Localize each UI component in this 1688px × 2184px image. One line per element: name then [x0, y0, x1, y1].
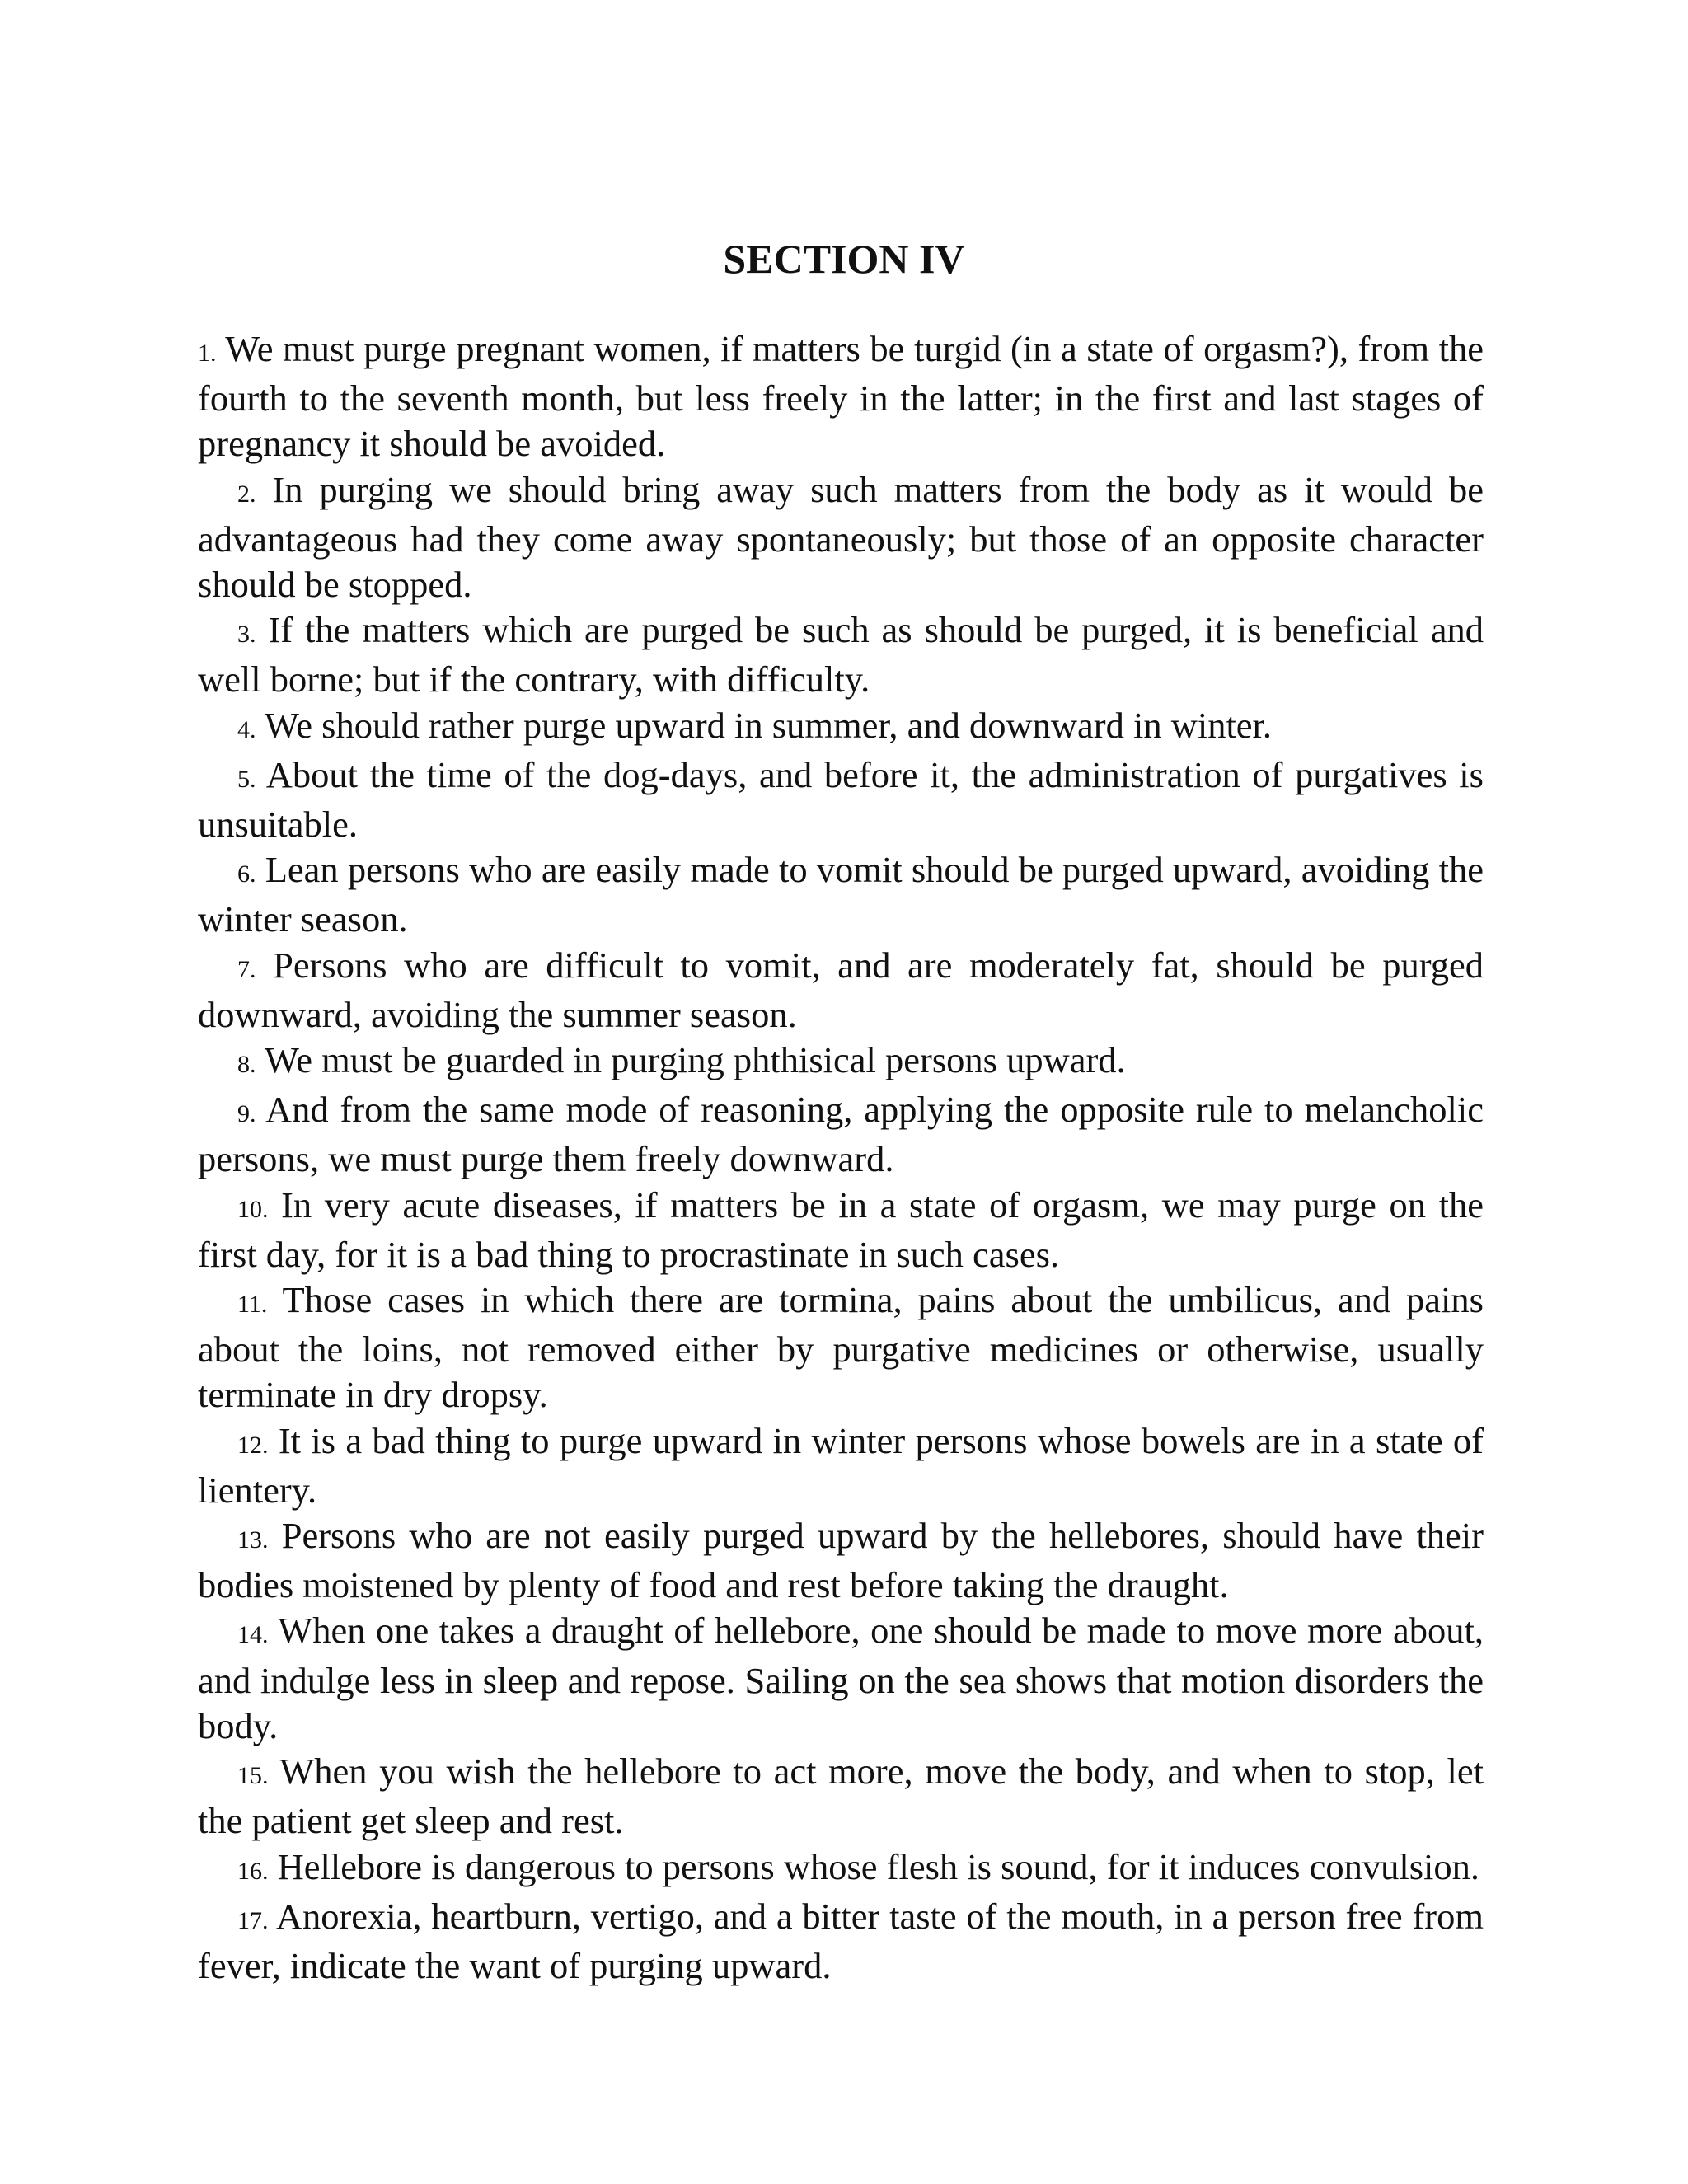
aphorism-number: 2. [237, 480, 256, 508]
aphorism-text: When you wish the hellebore to act more, move the body, and when to stop, let the patient get sleep and rest. [198, 1750, 1484, 1842]
aphorism-12 [198, 1418, 1484, 1513]
aphorism-text: Persons who are difficult to vomit, and are moderately fat, should be purged downward, avoiding the summer season. [198, 944, 1484, 1035]
aphorism-8 [198, 1038, 1484, 1087]
aphorism-5 [198, 752, 1484, 847]
aphorism-1 [198, 326, 1484, 467]
aphorism-text: Those cases in which there are tormina, pains about the umbilicus, and pains about the loins, not removed either by purgative medicines or otherwise, usually terminate in dry dropsy. [198, 1279, 1484, 1416]
aphorism-10 [198, 1183, 1484, 1277]
aphorism-text: We must purge pregnant women, if matters be turgid (in a state of orgasm?), from the fourth to the seventh month, but less freely in the latter; in the first and last stages of pregnancy it should be avoided. [198, 328, 1484, 465]
aphorism-6 [198, 847, 1484, 942]
aphorism-number: 10. [237, 1195, 269, 1223]
aphorism-15 [198, 1749, 1484, 1844]
aphorism-text: Anorexia, heartburn, vertigo, and a bitter taste of the mouth, in a person free from fever, indicate the want of purging upward. [198, 1895, 1484, 1986]
aphorism-number: 6. [237, 860, 256, 888]
aphorism-text: In very acute diseases, if matters be in a state of orgasm, we may purge on the first day, for it is a bad thing to procrastinate in such cases. [198, 1183, 1484, 1275]
aphorism-9 [198, 1087, 1484, 1182]
aphorism-number: 8. [237, 1051, 256, 1079]
aphorism-number: 14. [237, 1621, 269, 1649]
aphorism-text: It is a bad thing to purge upward in winter persons whose bowels are in a state of lientery. [198, 1419, 1484, 1511]
aphorism-3 [198, 607, 1484, 702]
aphorism-7 [198, 943, 1484, 1038]
aphorism-number: 3. [237, 621, 256, 649]
aphorism-text: When one takes a draught of hellebore, one should be made to move more about, and indulge less in sleep and repose. Sailing on the sea shows that motion disorders the body. [198, 1610, 1484, 1746]
aphorism-text: We must be guarded in purging phthisical persons upward. [256, 1039, 1126, 1081]
aphorism-text: And from the same mode of reasoning, applying the opposite rule to melancholic persons, we must purge them freely downward. [198, 1089, 1484, 1180]
aphorism-text: In purging we should bring away such matters from the body as it would be advantageous had they come away spontaneously; but those of an opposite character should be stopped. [198, 468, 1484, 606]
aphorism-number: 13. [237, 1526, 269, 1554]
aphorism-number: 16. [237, 1857, 269, 1885]
aphorism-text: If the matters which are purged be such as should be purged, it is beneficial and well borne; but if the contrary, with difficulty. [198, 609, 1484, 701]
aphorism-number: 15. [237, 1762, 269, 1790]
aphorism-14 [198, 1608, 1484, 1749]
aphorism-text: We should rather purge upward in summer, and downward in winter. [256, 704, 1273, 746]
aphorism-13 [198, 1513, 1484, 1608]
aphorism-17 [198, 1894, 1484, 1989]
section-title: SECTION IV [723, 236, 965, 282]
aphorism-number: 9. [237, 1100, 256, 1128]
aphorism-number: 7. [237, 955, 256, 983]
aphorism-number: 11. [237, 1291, 268, 1319]
aphorism-number: 1. [198, 340, 217, 367]
aphorism-4 [198, 703, 1484, 752]
aphorism-text: Hellebore is dangerous to persons whose flesh is sound, for it induces convulsion. [268, 1845, 1479, 1887]
aphorism-2 [198, 467, 1484, 608]
aphorism-number: 12. [237, 1431, 269, 1459]
aphorism-text: Persons who are not easily purged upward by the hellebores, should have their bodies moistened by plenty of food and rest before taking the draught. [198, 1515, 1484, 1606]
aphorism-16 [198, 1844, 1484, 1894]
aphorism-list [198, 326, 1484, 1989]
aphorism-text: Lean persons who are easily made to vomit should be purged upward, avoiding the winter season. [198, 849, 1484, 940]
aphorism-11 [198, 1277, 1484, 1418]
aphorism-number: 5. [237, 765, 256, 793]
aphorism-number: 17. [237, 1906, 269, 1934]
aphorism-number: 4. [237, 715, 256, 743]
aphorism-text: About the time of the dog-days, and before it, the administration of purgatives is unsuitable. [198, 753, 1484, 846]
